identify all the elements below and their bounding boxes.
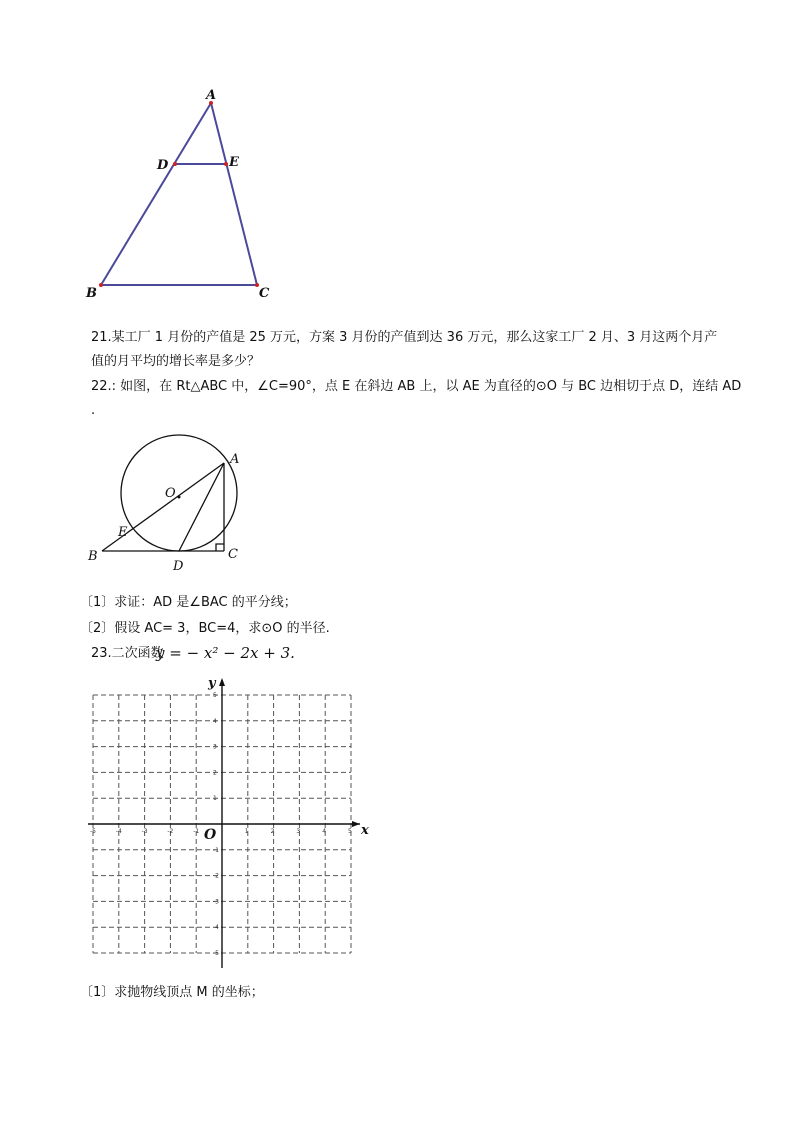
y-tick-label: -5 <box>213 950 219 957</box>
label-B: B <box>86 286 97 301</box>
fig2-label-E: E <box>118 525 128 540</box>
label-A: A <box>206 88 217 103</box>
y-tick-label: 1 <box>213 795 217 803</box>
y-axis-label: y <box>208 676 216 691</box>
x-tick-label: 2 <box>270 828 275 835</box>
fig2-label-A: A <box>230 452 240 467</box>
fig2-label-D: D <box>173 559 184 574</box>
y-tick-label: 2 <box>213 769 217 777</box>
fig2-label-B: B <box>88 549 98 564</box>
y-tick-label: -2 <box>213 872 219 880</box>
y-tick-label: 3 <box>213 743 217 751</box>
q23-formula: y = − x² − 2x + 3. <box>156 644 295 662</box>
fig2-label-O: O <box>165 486 176 501</box>
q23-prefix: 23.二次函数 <box>91 646 164 661</box>
origin-label: O <box>204 827 217 843</box>
q21-line1: 21.某工厂 1 月份的产值是 25 万元，方案 3 月份的产值到达 36 万元，那么这家工厂 2 月、3 月这两个月产 <box>91 330 718 345</box>
x-tick-label: 4 <box>322 828 327 835</box>
label-E: E <box>229 155 239 170</box>
label-C: C <box>259 286 270 301</box>
y-tick-label: -4 <box>213 924 219 932</box>
x-tick-label: -3 <box>141 828 148 835</box>
y-tick-label: 4 <box>213 717 217 725</box>
q22-part2: 〔2〕假设 AC= 3，BC=4，求⊙O 的半径. <box>80 621 330 636</box>
x-tick-label: -2 <box>167 828 174 835</box>
x-tick-label: -1 <box>193 828 200 835</box>
q22-part1: 〔1〕求证：AD 是∠BAC 的平分线； <box>80 595 297 610</box>
x-tick-label: 3 <box>296 828 301 835</box>
x-tick-label: -4 <box>115 828 122 835</box>
label-D: D <box>157 158 169 173</box>
q22-line2: . <box>91 403 96 418</box>
x-tick-label: 1 <box>244 828 249 835</box>
y-tick-label: 5 <box>213 692 217 699</box>
x-tick-label: 5 <box>348 828 352 835</box>
x-tick-label: -5 <box>90 828 96 835</box>
x-axis-label: x <box>361 823 369 838</box>
q21-line2: 值的月平均的增长率是多少？ <box>91 354 261 369</box>
y-tick-label: -1 <box>213 846 219 854</box>
q23-part1: 〔1〕求抛物线顶点 M 的坐标； <box>80 985 264 1000</box>
fig2-label-C: C <box>228 547 238 562</box>
q22-line1: 22.: 如图，在 Rt△ABC 中，∠C=90°，点 E 在斜边 AB 上，以 AE 为直径的⊙O 与 BC 边相切于点 D，连结 AD <box>91 379 742 394</box>
y-tick-label: -3 <box>213 898 219 906</box>
